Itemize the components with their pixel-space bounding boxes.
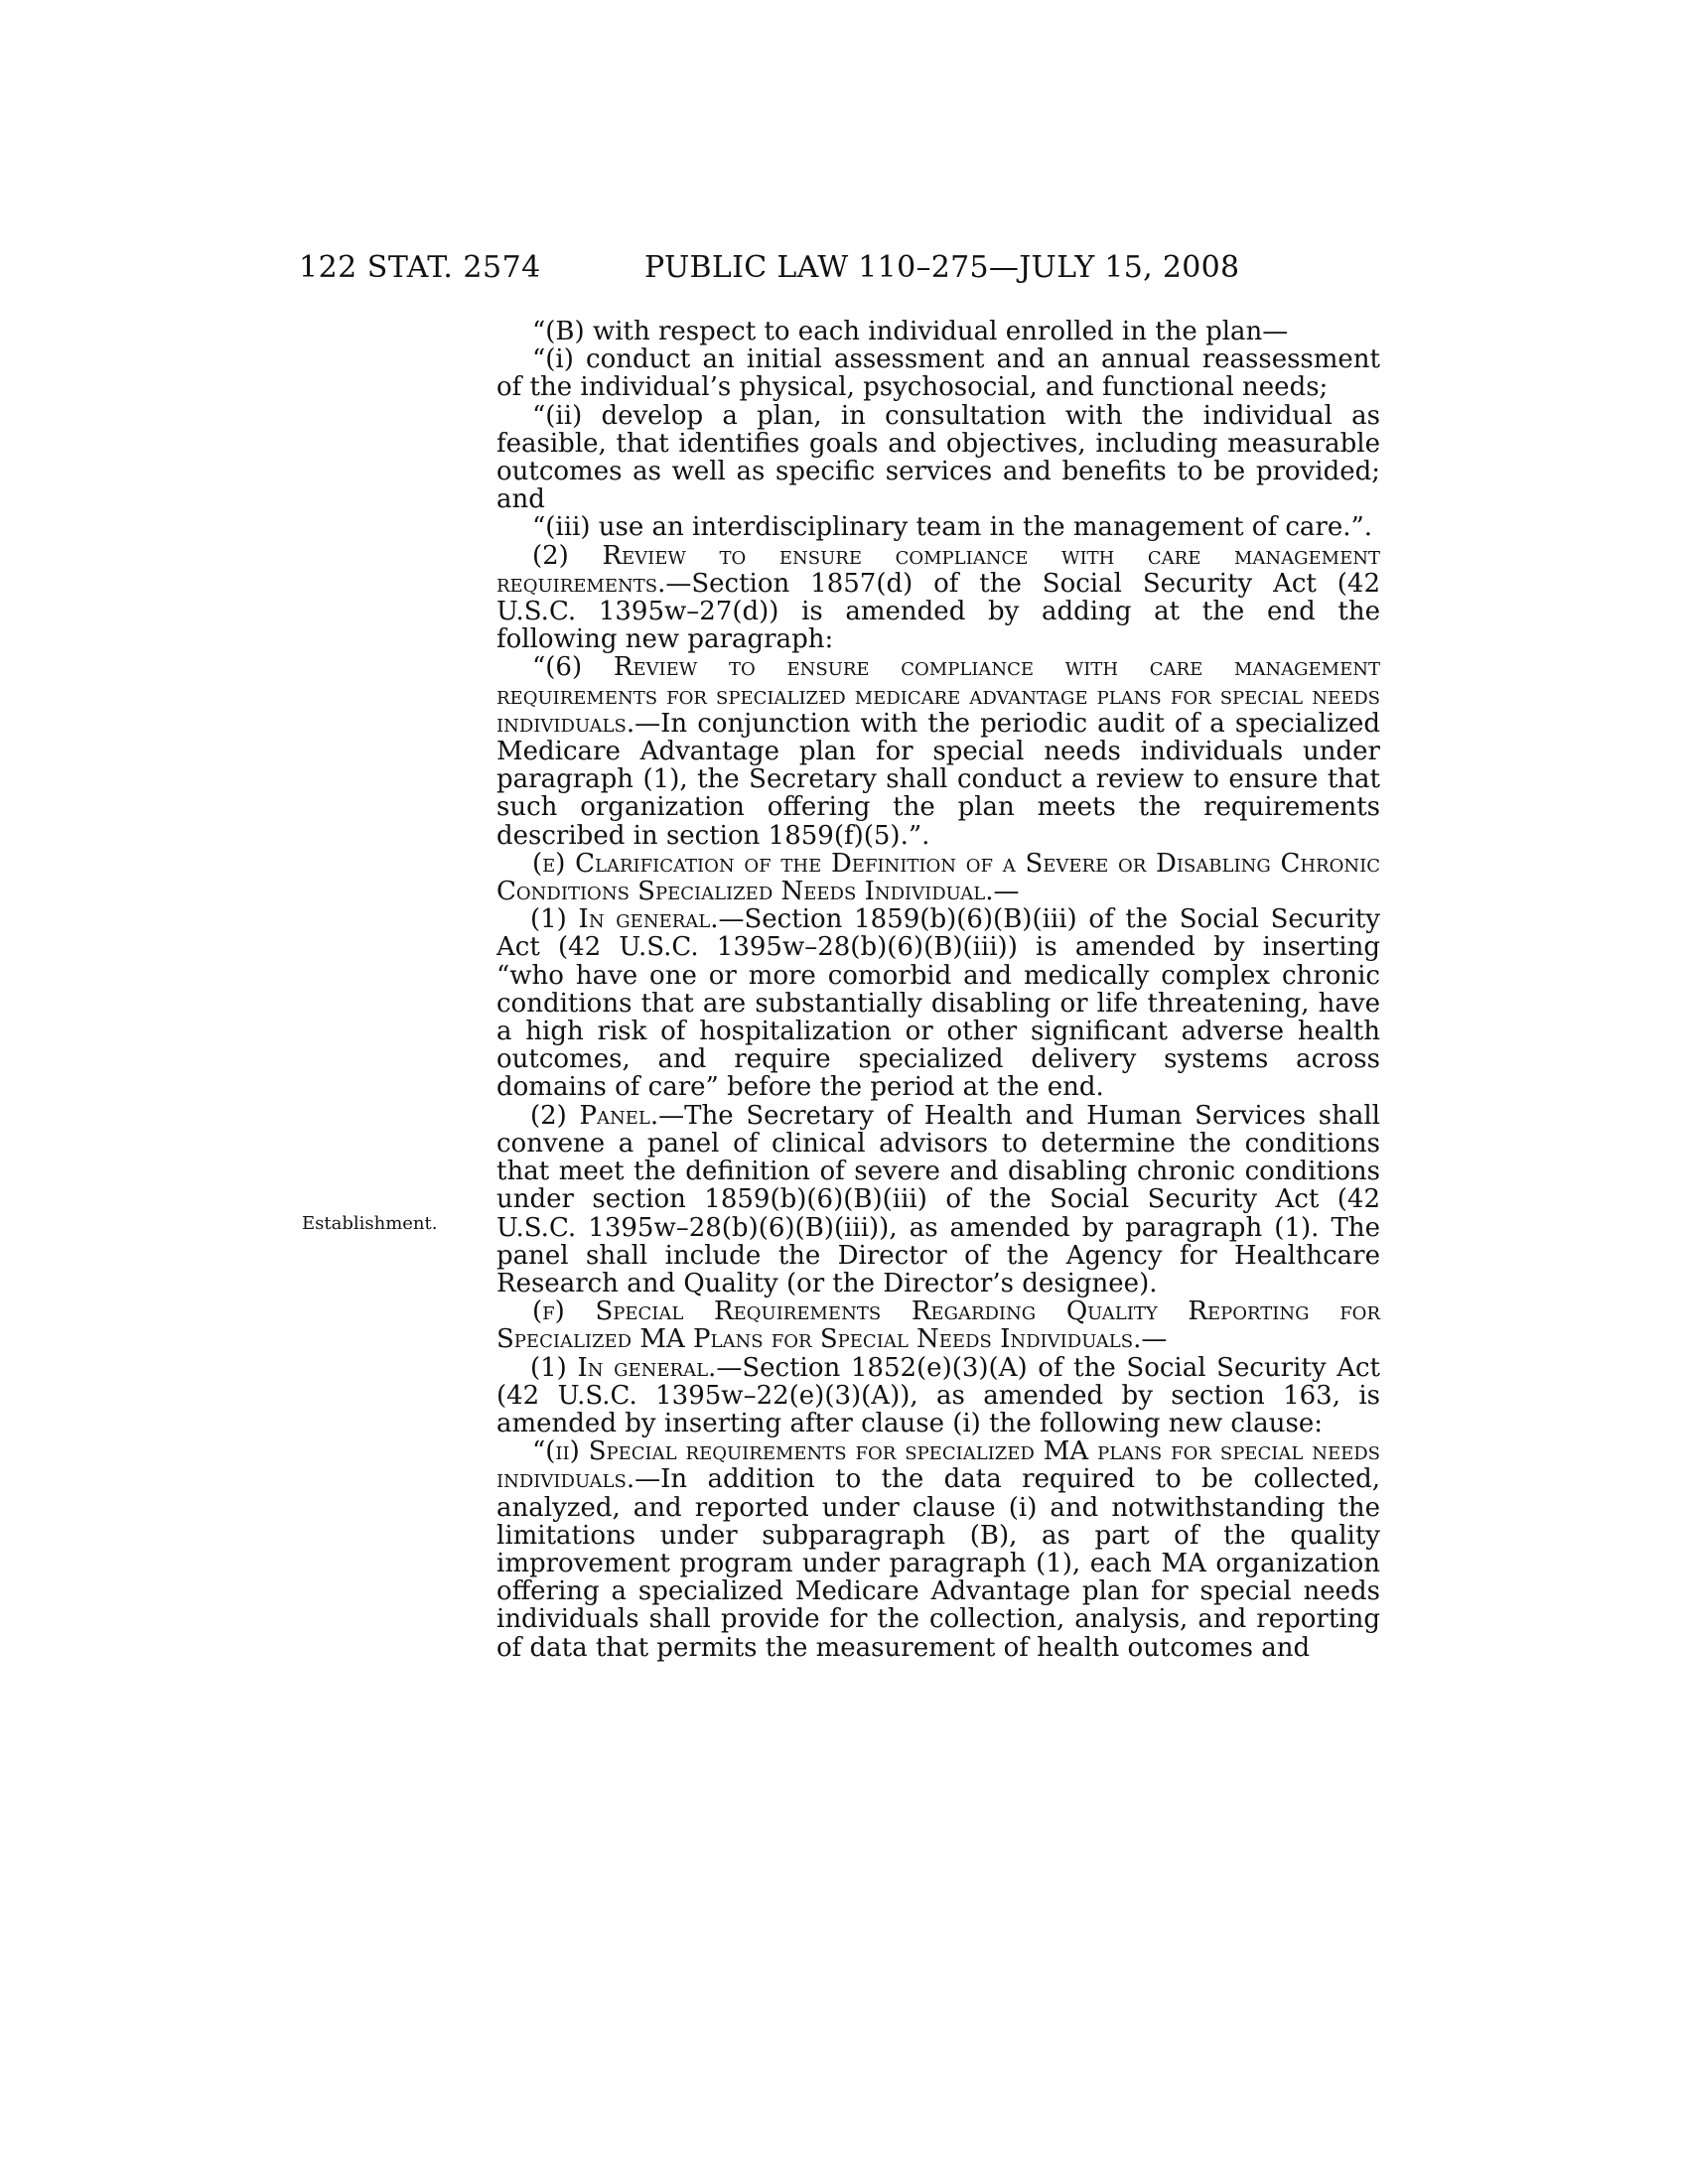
margin-note: Establishment.	[302, 1213, 438, 1234]
page-reference: 122 STAT. 2574	[299, 250, 541, 285]
clause-b-ii: “(ii) develop a plan, in consultation with the individual as feasible, that identifies goals and objectives, including measurable outcomes as well as specific services and benefits to be provided; and	[496, 400, 1380, 515]
paragraph-e1	[496, 905, 1380, 1101]
paragraph-d6-heading: “(6) Review to ensure compliance with care management requirements for specialized medicare advantage plans for special needs individuals.	[496, 652, 1380, 739]
paragraph-f1-text: —Section 1852(e)(3)(A) of the Social Security Act (42 U.S.C. 1395w–22(e)(3)(A)), as amended by section 163, is amended by inserting after clause (i) the following new clause:	[496, 1352, 1380, 1438]
paragraph-e1-text: —Section 1859(b)(6)(B)(iii) of the Social Security Act (42 U.S.C. 1395w–28(b)(6)(B)(iii)) is amended by inserting “who have one or more comorbid and medically complex chronic conditions that are substantially disabling or life threatening, have a high risk of hospitalization or other significant adverse health outcomes, and require specialized delivery systems across domains of care” before the period at the end.	[496, 904, 1380, 1103]
clause-b-iii: “(iii) use an interdisciplinary team in the management of care.”.	[532, 512, 1373, 543]
paragraph-d6	[496, 653, 1380, 849]
subsection-f-heading: (f) Special Requirements Regarding Quality Reporting for Specialized MA Plans for Special Needs Individuals.—	[496, 1297, 1380, 1355]
document-body	[496, 318, 1380, 1662]
paragraph-e2	[496, 1102, 1380, 1297]
paragraph-d6-text: —In conjunction with the periodic audit of a specialized Medicare Advantage plan for special needs individuals under paragraph (1), the Secretary shall conduct a review to ensure that such organization offering the plan meets the requirements described in section 1859(f)(5).”.	[496, 708, 1380, 851]
paragraph-f1	[496, 1354, 1380, 1438]
paragraph-b: “(B) with respect to each individual enrolled in the plan—	[532, 317, 1289, 346]
paragraph-e2-text: —The Secretary of Health and Human Services shall convene a panel of clinical advisors to determine the conditions that meet the definition of severe and disabling chronic conditions under section 1859(b)(6)(B)(iii) of the Social Security Act (42 U.S.C. 1395w–28(b)(6)(B)(iii)), as amended by paragraph (1). The panel shall include the Director of the Agency for Healthcare Research and Quality (or the Director’s designee).	[496, 1100, 1380, 1298]
clause-f-ii-heading: “(ii) Special requirements for specialized MA plans for special needs individuals.	[496, 1436, 1380, 1495]
paragraph-d2-heading: (2) Review to ensure compliance with care management requirements.	[496, 540, 1380, 599]
paragraph-d2-text: —Section 1857(d) of the Social Security Act (42 U.S.C. 1395w–27(d)) is amended by adding at the end the following new paragraph:	[496, 568, 1380, 655]
paragraph-d2	[496, 542, 1380, 654]
page-header-title: PUBLIC LAW 110–275—JULY 15, 2008	[644, 250, 1240, 285]
clause-f-ii-text: —In addition to the data required to be collected, analyzed, and reported under clause (i) and notwithstanding the limitations under subparagraph (B), as part of the quality improvement program under paragraph (1), each MA organization offering a specialized Medicare Advantage plan for special needs individuals shall provide for the collection, analysis, and reporting of data that permits the measurement of health outcomes and	[496, 1464, 1380, 1663]
clause-b-i: “(i) conduct an initial assessment and an annual reassessment of the individual’s physical, psychosocial, and functional needs;	[496, 344, 1380, 403]
subsection-e-heading: (e) Clarification of the Definition of a Severe or Disabling Chronic Conditions Specialized Needs Individual.—	[496, 848, 1380, 907]
clause-f-ii	[496, 1437, 1380, 1662]
paragraph-e1-heading: (1) In general.	[530, 904, 719, 935]
paragraph-f1-heading: (1) In general.	[530, 1352, 717, 1383]
paragraph-e2-heading: (2) Panel.	[530, 1100, 659, 1131]
